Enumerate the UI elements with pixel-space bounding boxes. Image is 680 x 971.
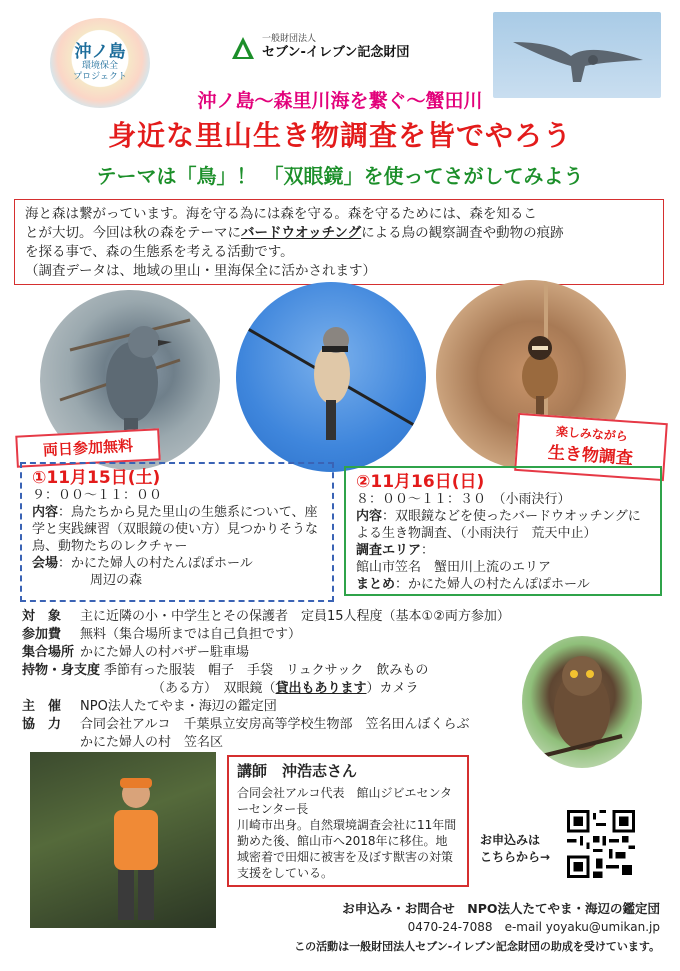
foundation-mark-icon (230, 35, 256, 61)
intro-line4: （調査データは、地域の里山・里海保全に活かされます） (25, 263, 376, 279)
footer-note: この活動は一般財団法人セブン-イレブン記念財団の助成を受けています。 (294, 940, 660, 953)
target-row (22, 608, 522, 626)
day2-area-row (356, 542, 650, 559)
apply-prompt (480, 832, 570, 866)
items2-c: ）カメラ (366, 681, 419, 696)
contact-info (300, 900, 660, 936)
apply-line2: こちらから→ (480, 850, 551, 864)
contact-line1: お申込み・お問合せ NPO法人たてやま・海辺の鑑定団 (342, 901, 660, 916)
fee-label: 参加費 (22, 627, 62, 642)
coop-label: 協 力 (22, 717, 62, 732)
day1-content-label: 内容 (32, 505, 59, 520)
intro-line2-a: とが大切。今回は秋の森をテーマに (25, 225, 241, 241)
day2-content-text: ：双眼鏡などを使ったバードウオッチングによる生き物調査、（小雨決行 荒天中止） (356, 509, 641, 541)
qr-code-icon (567, 810, 635, 878)
host-label: 主 催 (22, 699, 62, 714)
fun-badge-line1: 楽しみながら (555, 424, 629, 444)
day1-venue-label: 会場 (32, 556, 59, 571)
event-details (22, 608, 522, 752)
fee-value: 無料（集合場所までは自己負担です） (80, 627, 302, 642)
day1-venue-text: ：かにた婦人の村たんぽぽホール (58, 556, 253, 571)
intro-box (14, 199, 664, 285)
free-badge: 両日参加無料 (15, 428, 160, 467)
day1-venue2: 周辺の森 (90, 573, 143, 588)
day2-area-text: 館山市笠名 蟹田川上流のエリア (356, 560, 552, 575)
lecturer-bio1: 合同会社アルコ代表 館山ジビエセンターセンター長 (237, 786, 453, 816)
day1-venue (32, 555, 322, 572)
day2-summary-label: まとめ (356, 577, 396, 592)
meet-label: 集合場所 (22, 645, 75, 660)
owl-bird-icon (522, 636, 642, 768)
fun-badge-line2: 生き物調査 (547, 443, 634, 469)
day1-content (32, 504, 322, 555)
shrike-photo (236, 282, 426, 472)
foundation-small-text: 一般財団法人 (262, 34, 317, 44)
lecturer-name: 講師 沖浩志さん (237, 762, 358, 780)
day2-summary-text: ：かにた婦人の村たんぽぽホール (395, 577, 590, 592)
intro-line3: を探る事で、森の生態系を考える活動です。 (25, 244, 294, 260)
subtitle: 沖ノ島～森里川海を繋ぐ～蟹田川 (197, 90, 483, 112)
day2-content (356, 508, 650, 542)
target-label: 対 象 (22, 609, 62, 624)
instructor-figure-icon (100, 772, 170, 922)
meet-value: かにた婦人の村バザー駐車場 (80, 645, 250, 660)
day1-box (20, 462, 334, 602)
page-title: 身近な里山生き物調査を皆でやろう (107, 119, 572, 152)
items-label: 持物・身支度 (22, 663, 101, 678)
coop-value: 合同会社アルコ 千葉県立安房高等学校生物部 笠名田んぼくらぶ (80, 717, 470, 732)
foundation-logo (230, 34, 409, 61)
day2-date: ②11月16日(日) (356, 472, 485, 492)
day2-summary (356, 576, 650, 593)
intro-line1: 海と森は繋がっています。海を守る為には森を守る。森を守るためには、森を知るこ (25, 206, 537, 222)
day2-area-colon: ： (421, 543, 435, 558)
coop-row (22, 716, 522, 734)
day1-time: ９：００～１１：００ (32, 488, 163, 503)
day1-content-text: ：鳥たちから見た里山の生態系について、座学と実践練習（双眼鏡の使い方）見つかりそうな鳥、動物たちのレクチャー (32, 505, 319, 554)
day2-content-label: 内容 (356, 509, 383, 524)
foundation-name: セブン-イレブン記念財団 (262, 45, 410, 60)
apply-line1: お申込みは (480, 833, 541, 847)
logo-line3: プロジェクト (73, 72, 127, 82)
day1-date: ①11月15日(土) (32, 468, 161, 488)
intro-line2-c: による鳥の観察調査や動物の痕跡 (361, 225, 564, 241)
items-row (22, 662, 522, 680)
day2-area-label: 調査エリア (356, 543, 422, 558)
contact-line2[interactable]: 0470-24-7088 e-mail yoyaku@umikan.jp (407, 920, 660, 934)
items-row2 (22, 680, 522, 698)
coop-row2: かにた婦人の村 笠名区 (80, 735, 224, 750)
intro-line2 (25, 224, 653, 243)
day2-time: ８：００～１１：３０ （小雨決行） (356, 492, 571, 507)
meet-row (22, 644, 522, 662)
logo-line2: 環境保全 (81, 61, 118, 71)
day2-box (344, 466, 662, 596)
items2-a: （ある方） 双眼鏡（ (152, 681, 276, 696)
logo-line1: 沖ノ島 (74, 42, 126, 62)
instructor-photo (30, 752, 216, 928)
target-value: 主に近隣の小・中学生とその保護者 定員15人程度（基本①②両方参加） (80, 609, 510, 624)
host-value: NPO法人たてやま・海辺の鑑定団 (80, 699, 277, 714)
items-value: 季節有った服装 帽子 手袋 リュクサック 飲みもの (104, 663, 429, 678)
lecturer-box (227, 755, 469, 887)
fee-row (22, 626, 522, 644)
birdwatching-highlight: バードウオッチング (241, 225, 362, 241)
host-row (22, 698, 522, 716)
shrike-bird-icon (236, 282, 426, 472)
lecturer-bio2: 川崎市出身。自然環境調査会社に11年間勤めた後、館山市へ2018年に移住。地域密着で田畑に被害を及ぼす獣害の対策支援をしている。 (237, 818, 457, 880)
theme-line: テーマは「鳥」！ 「双眼鏡」を使ってさがしてみよう (96, 164, 584, 188)
owl-photo (522, 636, 642, 768)
qr-code[interactable] (567, 810, 635, 878)
rental-highlight: 貸出もあります (275, 681, 367, 696)
